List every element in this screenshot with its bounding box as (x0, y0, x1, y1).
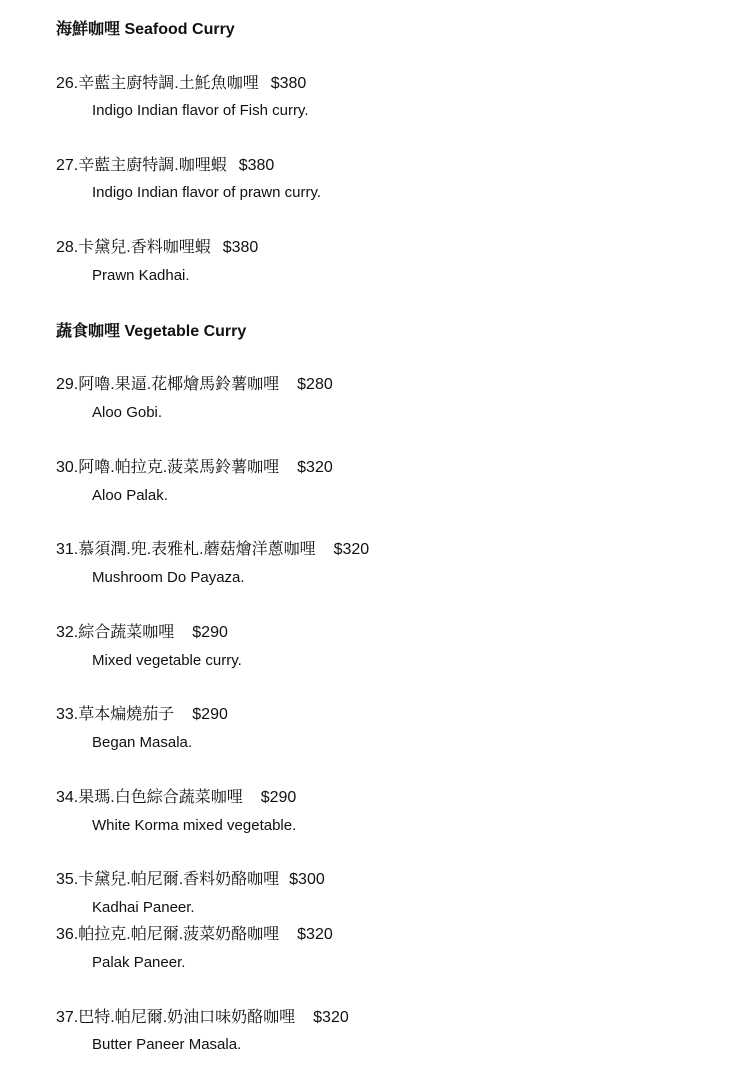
section-heading-seafood: 海鮮咖哩 Seafood Curry (56, 21, 235, 38)
menu-item-description: Prawn Kadhai. (92, 267, 190, 284)
menu-item-title (56, 870, 325, 890)
menu-item-title (56, 156, 274, 176)
item-price: $320 (297, 459, 333, 476)
item-number: 35. (56, 871, 79, 888)
menu-item-description: Mixed vegetable curry. (92, 652, 242, 669)
menu-item-description: White Korma mixed vegetable. (92, 817, 297, 834)
menu-item-description: Indigo Indian flavor of Fish curry. (92, 102, 309, 119)
menu-item-title (56, 458, 333, 478)
menu-item-title (56, 1008, 349, 1028)
menu-item-description: Butter Paneer Masala. (92, 1036, 242, 1053)
menu-item-description: Aloo Palak. (92, 487, 168, 504)
item-name: 卡黛兒.帕尼爾.香料奶酪咖哩 (78, 871, 280, 888)
menu-item-title (56, 705, 228, 725)
menu-item-description: Palak Paneer. (92, 954, 186, 971)
item-price: $300 (289, 871, 325, 888)
menu-item-title (56, 375, 333, 395)
item-number: 29. (56, 376, 79, 393)
item-price: $290 (260, 789, 297, 806)
item-name: 卡黛兒.香料咖哩蝦 (78, 239, 211, 256)
menu-item-description: Kadhai Paneer. (92, 899, 195, 916)
menu-item-description: Began Masala. (92, 734, 193, 751)
item-name: 辛藍主廚特調.土魠魚咖哩 (78, 75, 259, 92)
item-number: 37. (56, 1009, 79, 1026)
menu-item-title (56, 788, 296, 808)
menu-item-title (56, 540, 369, 560)
item-number: 30. (56, 459, 79, 476)
item-number: 26. (56, 75, 79, 92)
item-number: 33. (56, 706, 79, 723)
item-name: 帕拉克.帕尼爾.菠菜奶酪咖哩 (78, 926, 280, 943)
item-price: $290 (192, 706, 228, 723)
item-number: 28. (56, 239, 79, 256)
menu-item-title (56, 925, 333, 945)
menu-item-description: Aloo Gobi. (92, 404, 163, 421)
item-number: 32. (56, 624, 79, 641)
item-name: 草本煸燒茄子 (78, 706, 175, 723)
menu-item-title (56, 74, 306, 94)
item-price: $380 (238, 157, 275, 174)
item-price: $290 (192, 624, 228, 641)
item-name: 辛藍主廚特調.咖哩蝦 (78, 157, 227, 174)
item-price: $380 (270, 75, 307, 92)
menu-item-title (56, 623, 228, 643)
item-number: 34. (56, 789, 79, 806)
item-number: 27. (56, 157, 79, 174)
section-heading-vegetable: 蔬食咖哩 Vegetable Curry (56, 323, 247, 340)
item-number: 31. (56, 541, 79, 558)
item-price: $320 (313, 1009, 349, 1026)
item-price: $380 (222, 239, 259, 256)
menu-item-description: Mushroom Do Payaza. (92, 569, 245, 586)
item-name: 巴特.帕尼爾.奶油口味奶酪咖哩 (78, 1009, 296, 1026)
item-name: 阿嚕.帕拉克.菠菜馬鈴薯咖哩 (78, 459, 280, 476)
item-name: 慕須潤.兜.表雅札.蘑菇燴洋蔥咖哩 (78, 541, 316, 558)
item-number: 36. (56, 926, 79, 943)
item-price: $320 (333, 541, 370, 558)
menu-item-title (56, 238, 258, 258)
item-name: 果瑪.白色綜合蔬菜咖哩 (78, 789, 243, 806)
item-price: $280 (297, 376, 333, 393)
item-price: $320 (297, 926, 333, 943)
menu-item-description: Indigo Indian flavor of prawn curry. (92, 184, 322, 201)
item-name: 綜合蔬菜咖哩 (78, 624, 175, 641)
item-name: 阿嚕.果逼.花椰燴馬鈴薯咖哩 (78, 376, 280, 393)
